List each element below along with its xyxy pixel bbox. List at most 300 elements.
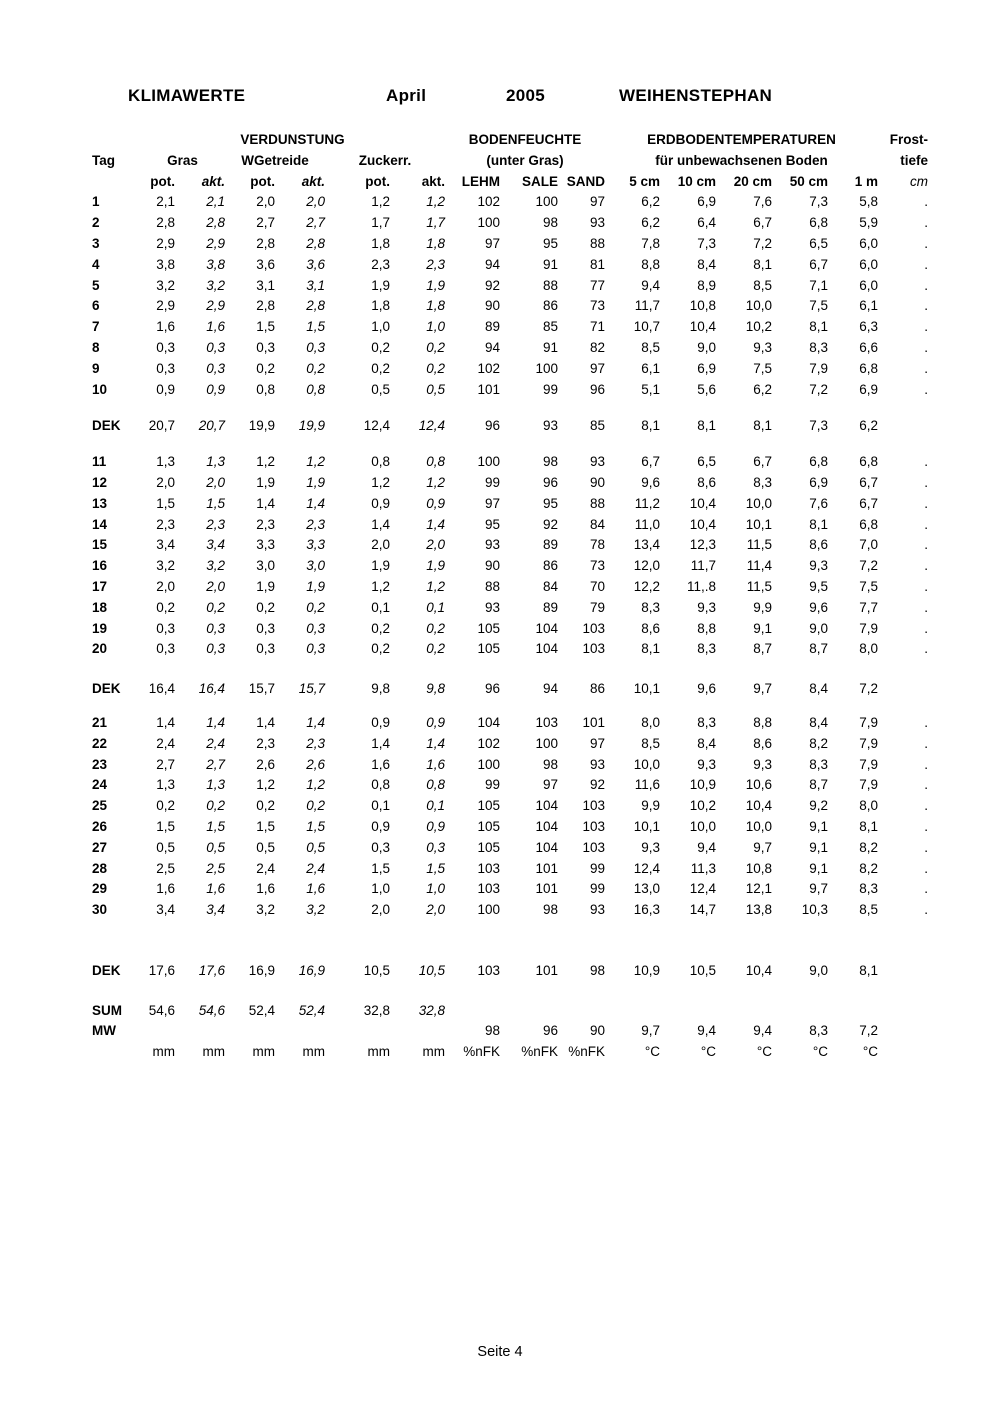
cell-lehm: 105 xyxy=(477,620,501,636)
cell-sand: 71 xyxy=(590,319,606,335)
cell-temp-50cm: 6,8 xyxy=(809,454,829,470)
cell-sale: 91 xyxy=(542,256,559,272)
row-label: 26 xyxy=(92,818,108,834)
cell-temp-50cm: 6,8 xyxy=(809,215,829,231)
cell-temp-50cm: 7,1 xyxy=(809,277,829,293)
cell-frosttiefe: . xyxy=(924,215,929,231)
cell-temp-10cm: 14,7 xyxy=(689,902,717,918)
cell-lehm: 102 xyxy=(477,360,501,376)
cell-frosttiefe: . xyxy=(924,839,929,855)
cell-temp-20cm: 10,6 xyxy=(745,777,773,793)
cell-zuckerr-akt: 1,0 xyxy=(426,319,446,335)
report-station: WEIHENSTEPHAN xyxy=(619,86,773,105)
cell-temp-20cm: 7,5 xyxy=(753,360,773,376)
cell-gras-akt: 3,8 xyxy=(206,256,225,272)
table-row-14 xyxy=(92,515,928,536)
row-label: DEK xyxy=(92,418,121,434)
cell-temp-50cm: 8,3 xyxy=(809,756,829,772)
cell-lehm: 105 xyxy=(477,641,501,657)
cell-temp-20cm: 9,3 xyxy=(753,756,773,772)
cell-temp-1m: 8,1 xyxy=(859,962,879,978)
cell-wgetreide-pot: 1,5 xyxy=(256,319,275,335)
cell-temp-1m: 6,3 xyxy=(859,319,879,335)
cell-wgetreide-akt: 0,2 xyxy=(306,599,325,615)
cell-zuckerr-pot: 1,4 xyxy=(371,516,390,532)
cell-sale: 100 xyxy=(535,194,559,210)
cell-temp-10cm xyxy=(660,1001,716,1022)
cell-gras-pot: 1,6 xyxy=(156,319,175,335)
cell-frosttiefe: . xyxy=(924,620,929,636)
cell-zuckerr-pot: 1,7 xyxy=(371,215,390,231)
cell-sand: 88 xyxy=(590,235,606,251)
cell-sand: 81 xyxy=(590,256,606,272)
cell-gras-pot: 0,3 xyxy=(156,620,175,636)
cell-zuckerr-akt: 2,3 xyxy=(426,256,446,272)
cell-temp-50cm: 7,5 xyxy=(809,298,829,314)
cell-zuckerr-pot: 1,2 xyxy=(371,578,390,594)
cell-lehm: 93 xyxy=(484,599,501,615)
cell-frosttiefe: . xyxy=(924,537,929,553)
cell-sale: 98 xyxy=(542,902,559,918)
cell-gras-pot: 2,3 xyxy=(156,516,175,532)
cell-wgetreide-akt: 0,8 xyxy=(306,381,325,397)
cell-frosttiefe xyxy=(878,961,928,982)
cell-wgetreide-akt: 0,3 xyxy=(306,339,325,355)
cell-sale: 85 xyxy=(542,319,559,335)
cell-lehm: 103 xyxy=(477,962,501,978)
row-label: 13 xyxy=(92,495,108,511)
cell-sand: 101 xyxy=(582,714,606,730)
cell-temp-5cm: 11,0 xyxy=(634,516,661,532)
col-header-lehm: LEHM xyxy=(461,173,501,189)
cell-sale: 100 xyxy=(535,360,559,376)
cell-temp-1m: 5,8 xyxy=(859,194,879,210)
table-row-9 xyxy=(92,359,928,380)
cell-temp-10cm: 12,4 xyxy=(689,881,717,897)
row-label: 22 xyxy=(92,735,108,751)
cell-temp-50cm: 9,7 xyxy=(809,881,829,897)
cell-zuckerr-pot: 1,2 xyxy=(371,194,390,210)
cell-gras-pot: 2,1 xyxy=(156,194,175,210)
cell-gras-akt: 1,4 xyxy=(206,714,225,730)
cell-zuckerr-akt: 1,2 xyxy=(426,474,446,490)
cell-zuckerr-pot: 0,9 xyxy=(371,818,390,834)
cell-gras-pot: 3,8 xyxy=(156,256,175,272)
table-row-23 xyxy=(92,755,928,776)
cell-temp-1m: 7,2 xyxy=(859,558,879,574)
cell-zuckerr-akt: 0,2 xyxy=(426,641,446,657)
subgroup-header-zuckerr: Zuckerr. xyxy=(358,152,412,168)
table-row-10 xyxy=(92,380,928,401)
row-label: 28 xyxy=(92,860,108,876)
cell-temp-1m: 6,8 xyxy=(859,360,879,376)
cell-zuckerr-pot: 0,8 xyxy=(371,777,390,793)
row-label: 29 xyxy=(92,881,108,897)
cell-gras-pot: 0,3 xyxy=(156,339,175,355)
cell-zuckerr-akt: 0,9 xyxy=(426,714,446,730)
cell-zuckerr-akt: 32,8 xyxy=(418,1002,446,1018)
cell-sand: 73 xyxy=(590,298,606,314)
cell-wgetreide-akt: 0,2 xyxy=(306,360,325,376)
cell-lehm: 104 xyxy=(477,714,501,730)
cell-wgetreide-akt: 1,9 xyxy=(306,578,325,594)
cell-zuckerr-akt: 0,9 xyxy=(426,495,446,511)
cell-frosttiefe: . xyxy=(924,735,929,751)
cell-temp-50cm: 8,7 xyxy=(809,777,829,793)
cell-frosttiefe: . xyxy=(924,558,929,574)
cell-temp-20cm: 9,9 xyxy=(753,599,773,615)
cell-sand: 93 xyxy=(590,756,606,772)
cell-sale: 101 xyxy=(535,860,559,876)
cell-sand: %nFK xyxy=(568,1044,606,1060)
table-row-29 xyxy=(92,879,928,900)
cell-wgetreide-pot: 3,3 xyxy=(256,537,275,553)
cell-temp-10cm: 6,9 xyxy=(697,194,717,210)
row-label: 11 xyxy=(92,454,107,470)
cell-gras-akt: 2,0 xyxy=(206,474,225,490)
cell-wgetreide-akt: 1,2 xyxy=(306,454,325,470)
cell-gras-akt: 1,3 xyxy=(206,777,225,793)
cell-wgetreide-pot: 3,0 xyxy=(256,558,275,574)
cell-gras-pot: 3,2 xyxy=(156,558,175,574)
cell-frosttiefe: . xyxy=(924,516,929,532)
cell-temp-20cm: 6,7 xyxy=(753,454,773,470)
cell-frosttiefe: . xyxy=(924,756,929,772)
col-header-gras-pot: pot. xyxy=(150,173,175,189)
cell-gras-akt: 16,4 xyxy=(198,681,225,697)
cell-frosttiefe xyxy=(878,679,928,700)
climate-data-table xyxy=(92,130,928,1063)
cell-temp-1m: 7,9 xyxy=(859,735,879,751)
cell-zuckerr-pot: 32,8 xyxy=(363,1002,390,1018)
cell-temp-20cm: 8,6 xyxy=(753,735,773,751)
cell-temp-20cm: 7,2 xyxy=(753,235,773,251)
cell-temp-5cm: 16,3 xyxy=(633,902,661,918)
cell-zuckerr-pot: 1,6 xyxy=(371,756,390,772)
row-label: 19 xyxy=(92,620,108,636)
table-row-27 xyxy=(92,838,928,859)
cell-wgetreide-pot: 0,8 xyxy=(256,381,275,397)
cell-zuckerr-pot: 0,2 xyxy=(371,339,390,355)
cell-wgetreide-akt: 2,7 xyxy=(306,215,325,231)
cell-temp-20cm: 10,4 xyxy=(745,798,773,814)
cell-temp-20cm: 8,7 xyxy=(753,641,773,657)
cell-sand: 97 xyxy=(590,360,606,376)
cell-sale: 84 xyxy=(542,578,559,594)
cell-temp-50cm: 6,7 xyxy=(809,256,829,272)
col-header-temp-1m: 1 m xyxy=(854,173,879,189)
row-label: 1 xyxy=(92,194,100,210)
cell-sale xyxy=(500,1001,558,1022)
cell-temp-10cm: 9,3 xyxy=(697,756,717,772)
row-label: 15 xyxy=(92,537,108,553)
cell-sand: 93 xyxy=(590,454,606,470)
cell-zuckerr-pot: 1,0 xyxy=(371,319,390,335)
cell-temp-5cm: 9,9 xyxy=(641,798,661,814)
cell-temp-20cm: 6,2 xyxy=(753,381,773,397)
row-label: 14 xyxy=(92,516,108,532)
cell-sale: 89 xyxy=(542,537,559,553)
cell-gras-akt xyxy=(175,1021,225,1042)
cell-gras-akt: 2,3 xyxy=(206,516,225,532)
cell-wgetreide-pot: 2,4 xyxy=(256,860,275,876)
cell-temp-20cm: 10,4 xyxy=(745,962,773,978)
col-header-temp-10cm: 10 cm xyxy=(677,173,717,189)
cell-gras-pot: 17,6 xyxy=(148,962,175,978)
cell-wgetreide-pot: 0,2 xyxy=(256,360,275,376)
table-row-2 xyxy=(92,213,928,234)
cell-zuckerr-akt: 1,7 xyxy=(426,215,446,231)
cell-temp-50cm: 8,4 xyxy=(809,714,829,730)
cell-sale: 97 xyxy=(542,777,559,793)
cell-gras-pot: 0,2 xyxy=(156,798,175,814)
cell-temp-10cm: 8,3 xyxy=(697,714,717,730)
cell-zuckerr-akt: 1,2 xyxy=(426,194,446,210)
cell-temp-5cm: 10,1 xyxy=(633,818,661,834)
cell-zuckerr-akt: 10,5 xyxy=(418,962,446,978)
cell-zuckerr-pot: 0,1 xyxy=(371,798,390,814)
row-label: SUM xyxy=(92,1002,122,1018)
cell-temp-20cm: 9,1 xyxy=(753,620,773,636)
cell-zuckerr-akt: 12,4 xyxy=(418,418,446,434)
cell-temp-5cm: 9,6 xyxy=(641,474,661,490)
cell-gras-pot: 3,4 xyxy=(156,537,175,553)
table-row-7 xyxy=(92,317,928,338)
group-header-frosttiefe-line1: Frost- xyxy=(889,132,929,147)
cell-gras-akt: 0,3 xyxy=(206,360,225,376)
cell-temp-1m: 6,0 xyxy=(859,235,879,251)
cell-temp-20cm: 11,5 xyxy=(746,537,773,553)
cell-wgetreide-akt: 1,2 xyxy=(306,777,325,793)
cell-sand: 79 xyxy=(590,599,606,615)
group-header-bodenfeuchte: BODENFEUCHTE xyxy=(468,132,582,147)
col-header-temp-20cm: 20 cm xyxy=(733,173,773,189)
row-label: 2 xyxy=(92,215,100,231)
cell-sale: 92 xyxy=(542,516,559,532)
cell-wgetreide-pot: 1,2 xyxy=(256,454,275,470)
cell-lehm: 103 xyxy=(477,881,501,897)
row-label: 4 xyxy=(92,256,100,272)
cell-temp-50cm: 8,2 xyxy=(809,735,829,751)
cell-sand: 99 xyxy=(590,881,606,897)
cell-temp-5cm: 9,7 xyxy=(641,1023,661,1039)
row-label: MW xyxy=(92,1023,116,1039)
cell-wgetreide-akt: 2,8 xyxy=(306,235,325,251)
cell-lehm: 102 xyxy=(477,735,501,751)
cell-lehm: 105 xyxy=(477,798,501,814)
cell-gras-pot: 2,4 xyxy=(156,735,175,751)
cell-temp-1m: 7,7 xyxy=(859,599,879,615)
cell-frosttiefe: . xyxy=(924,881,929,897)
cell-gras-akt: 3,2 xyxy=(206,558,225,574)
cell-frosttiefe: . xyxy=(924,714,929,730)
cell-wgetreide-pot: 0,3 xyxy=(256,620,275,636)
cell-gras-pot: 2,9 xyxy=(156,235,175,251)
cell-gras-akt: 3,4 xyxy=(206,902,225,918)
cell-sand: 103 xyxy=(582,620,606,636)
col-header-zuckerr-akt: akt. xyxy=(421,173,446,189)
cell-wgetreide-akt: 0,3 xyxy=(306,620,325,636)
cell-sale: 93 xyxy=(542,418,559,434)
cell-frosttiefe: . xyxy=(924,194,929,210)
cell-zuckerr-pot: 1,4 xyxy=(371,735,390,751)
cell-temp-50cm: 7,3 xyxy=(809,194,829,210)
cell-wgetreide-pot: 3,6 xyxy=(256,256,275,272)
col-header-zuckerr-pot: pot. xyxy=(365,173,390,189)
cell-sand: 86 xyxy=(590,681,606,697)
cell-zuckerr-akt: 0,2 xyxy=(426,360,446,376)
cell-sand: 103 xyxy=(582,798,606,814)
table-row-21 xyxy=(92,713,928,734)
cell-zuckerr-akt: 0,5 xyxy=(426,381,446,397)
cell-zuckerr-pot: 0,9 xyxy=(371,714,390,730)
cell-gras-pot: 2,9 xyxy=(156,298,175,314)
cell-wgetreide-akt: 1,5 xyxy=(306,319,325,335)
cell-gras-pot: 2,8 xyxy=(156,215,175,231)
cell-temp-1m: 6,9 xyxy=(859,381,879,397)
cell-temp-1m: 6,0 xyxy=(859,277,879,293)
table-row-15 xyxy=(92,535,928,556)
cell-gras-pot: 16,4 xyxy=(148,681,175,697)
cell-zuckerr-pot: 10,5 xyxy=(363,962,390,978)
cell-wgetreide-pot: 2,6 xyxy=(256,756,275,772)
cell-temp-1m: 8,0 xyxy=(859,798,879,814)
cell-temp-1m: 7,9 xyxy=(859,714,879,730)
col-header-frosttiefe: cm xyxy=(910,173,929,189)
cell-lehm: 100 xyxy=(477,215,501,231)
cell-frosttiefe: . xyxy=(924,360,929,376)
cell-gras-akt: 1,3 xyxy=(206,454,225,470)
cell-wgetreide-pot: 2,0 xyxy=(256,194,275,210)
cell-gras-akt: 3,2 xyxy=(206,277,225,293)
cell-zuckerr-pot: 1,9 xyxy=(371,558,390,574)
col-header-gras-akt: akt. xyxy=(201,173,225,189)
cell-sale: 103 xyxy=(535,714,559,730)
cell-temp-10cm: 11,.8 xyxy=(687,578,717,594)
cell-temp-5cm: 8,1 xyxy=(641,641,661,657)
cell-gras-akt: mm xyxy=(202,1044,225,1060)
cell-gras-pot: 0,9 xyxy=(156,381,175,397)
cell-temp-50cm: 8,1 xyxy=(809,319,829,335)
row-label: 17 xyxy=(92,578,108,594)
cell-temp-20cm: 9,7 xyxy=(753,839,773,855)
cell-zuckerr-akt: 0,2 xyxy=(426,339,446,355)
cell-lehm: 95 xyxy=(484,516,501,532)
cell-lehm: 94 xyxy=(484,256,501,272)
cell-zuckerr-akt: 0,2 xyxy=(426,620,446,636)
cell-sand: 84 xyxy=(590,516,606,532)
row-label: 9 xyxy=(92,360,100,376)
cell-temp-50cm: 9,1 xyxy=(809,860,829,876)
cell-gras-akt: 1,5 xyxy=(206,818,225,834)
subgroup-header-gras: Gras xyxy=(167,152,198,168)
cell-gras-pot: 0,3 xyxy=(156,360,175,376)
cell-zuckerr-akt: 1,8 xyxy=(426,298,446,314)
cell-temp-5cm: 10,9 xyxy=(633,962,661,978)
cell-gras-akt: 0,3 xyxy=(206,641,225,657)
cell-gras-akt: 17,6 xyxy=(198,962,225,978)
table-row-24 xyxy=(92,775,928,796)
table-row-4 xyxy=(92,255,928,276)
cell-temp-10cm: 6,9 xyxy=(697,360,717,376)
cell-wgetreide-akt: 2,3 xyxy=(306,516,325,532)
cell-sand: 96 xyxy=(590,381,606,397)
cell-gras-akt: 2,0 xyxy=(206,578,225,594)
empty-header-cell xyxy=(92,172,140,193)
cell-sand: 93 xyxy=(590,902,606,918)
cell-lehm: 105 xyxy=(477,839,501,855)
cell-frosttiefe: . xyxy=(924,256,929,272)
cell-temp-20cm: 10,8 xyxy=(745,860,773,876)
spacer-row xyxy=(92,921,928,961)
cell-temp-10cm: 9,4 xyxy=(697,839,717,855)
cell-wgetreide-akt: 0,3 xyxy=(306,641,325,657)
cell-sand: 77 xyxy=(590,277,606,293)
cell-wgetreide-akt: 3,3 xyxy=(306,537,325,553)
table-row-25 xyxy=(92,796,928,817)
table-row-dek xyxy=(92,961,928,982)
row-label: 6 xyxy=(92,298,100,314)
cell-gras-pot: 1,5 xyxy=(156,495,175,511)
cell-temp-10cm: 9,3 xyxy=(697,599,717,615)
cell-temp-10cm: 10,2 xyxy=(689,798,717,814)
cell-temp-50cm: 7,9 xyxy=(809,360,829,376)
cell-temp-1m: 7,9 xyxy=(859,756,879,772)
cell-sale: 86 xyxy=(542,298,559,314)
page-title: KLIMAWERTE xyxy=(128,86,246,105)
cell-lehm: 92 xyxy=(484,277,501,293)
row-label: 21 xyxy=(92,714,108,730)
cell-temp-50cm: 8,3 xyxy=(809,339,829,355)
cell-zuckerr-akt xyxy=(390,1021,445,1042)
cell-temp-50cm: 10,3 xyxy=(801,902,829,918)
cell-temp-1m: 7,9 xyxy=(859,777,879,793)
cell-temp-20cm: 9,7 xyxy=(753,681,773,697)
cell-zuckerr-akt: 1,4 xyxy=(426,516,446,532)
cell-frosttiefe: . xyxy=(924,298,929,314)
cell-temp-1m: 6,7 xyxy=(859,495,879,511)
cell-wgetreide-pot: 0,5 xyxy=(256,839,275,855)
cell-temp-1m: 6,8 xyxy=(859,454,879,470)
col-header-tag: Tag xyxy=(92,152,115,168)
cell-temp-1m: 7,9 xyxy=(859,620,879,636)
cell-temp-10cm: 5,6 xyxy=(697,381,717,397)
cell-zuckerr-pot: 2,0 xyxy=(371,902,390,918)
cell-sale: 98 xyxy=(542,454,559,470)
cell-wgetreide-pot: 1,5 xyxy=(256,818,275,834)
cell-lehm: 100 xyxy=(477,902,501,918)
cell-gras-akt: 3,4 xyxy=(206,537,225,553)
cell-gras-pot: 2,7 xyxy=(156,756,175,772)
cell-gras-akt: 1,5 xyxy=(206,495,225,511)
cell-lehm: 97 xyxy=(484,495,501,511)
cell-lehm: 99 xyxy=(484,777,501,793)
spacer-row xyxy=(92,982,928,1001)
cell-sale: 104 xyxy=(535,798,559,814)
cell-temp-5cm: 12,2 xyxy=(633,578,661,594)
cell-sand: 93 xyxy=(590,215,606,231)
cell-gras-akt: 20,7 xyxy=(198,418,225,434)
table-row-20 xyxy=(92,639,928,660)
report-month: April xyxy=(386,86,427,105)
cell-sand: 85 xyxy=(590,418,606,434)
cell-lehm: 105 xyxy=(477,818,501,834)
row-label: 18 xyxy=(92,599,108,615)
cell-wgetreide-akt: 1,4 xyxy=(306,714,325,730)
cell-temp-20cm: 9,3 xyxy=(753,339,773,355)
row-label: 30 xyxy=(92,902,108,918)
report-year: 2005 xyxy=(506,86,546,105)
